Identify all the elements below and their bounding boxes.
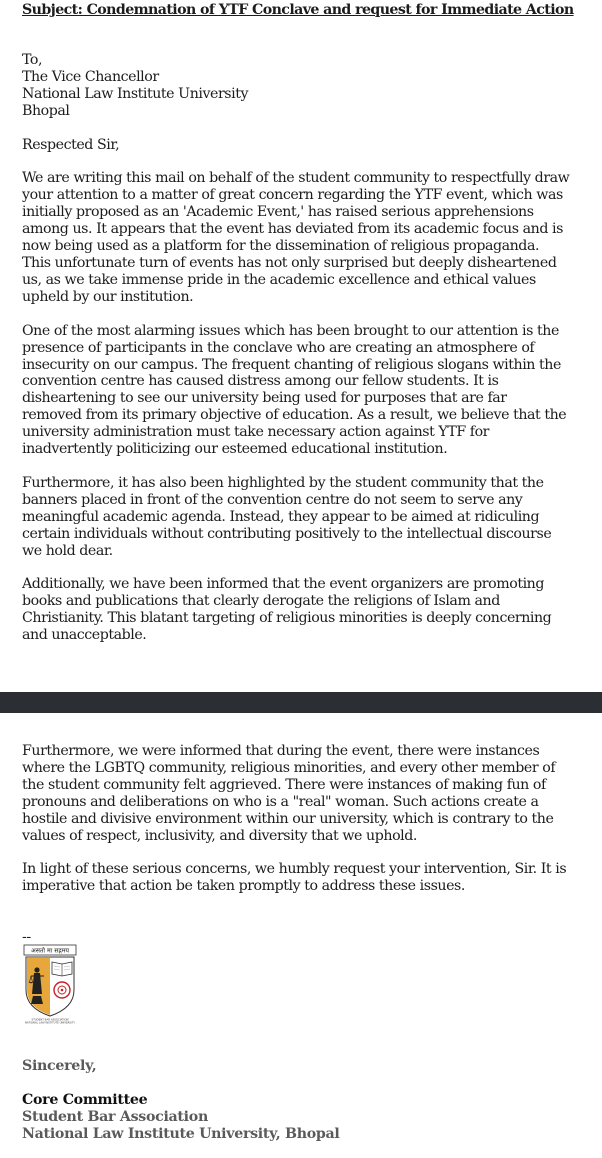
address-line: The Vice Chancellor xyxy=(22,68,159,85)
address-line: To, xyxy=(22,51,43,68)
body-paragraph: One of the most alarming issues which has been brought to our attention is the presence of participants in the conclave who are creating an atmosphere of insecurity on our campus. The frequent chanting of religious slogans within the convention centre has caused distress among our fellow students. It is disheartening to see our university being used for purposes that are far removed from its primary objective of education. As a result, we believe that the university administration must take necessary action against YTF for inadvertently politicizing our esteemed educational institution. xyxy=(22,322,567,458)
subject-line: Subject: Condemnation of YTF Conclave and request for Immediate Action xyxy=(22,2,574,18)
page-break-bar xyxy=(0,692,602,713)
salutation: Respected Sir, xyxy=(22,136,120,153)
logo-footer-line2: NATIONAL LAW INSTITUTE UNIVERSITY xyxy=(24,1021,76,1024)
body-paragraph: In light of these serious concerns, we humbly request your intervention, Sir. It is imperative that action be taken promptly to address these issues. xyxy=(22,861,567,895)
letter-page-1 xyxy=(22,2,574,644)
closing-university: National Law Institute University, Bhopal xyxy=(22,1125,340,1142)
logo-footer-line1: STUDENT BAR ASSOCIATION xyxy=(31,1018,69,1022)
recipient-address xyxy=(22,52,570,120)
body-paragraph: Additionally, we have been informed that the event organizers are promoting books and publications that clearly derogate the religions of Islam and Christianity. This blatant targeting of religious minorities is deeply concerning and unacceptable. xyxy=(22,576,552,644)
closing-sincerely: Sincerely, xyxy=(22,1058,97,1074)
body-paragraph: We are writing this mail on behalf of the student community to respectfully draw your attention to a matter of great concern regarding the YTF event, which was initially proposed as an 'Academic Event,' has raised serious apprehensions among us. It appears that the event has deviated from its academic focus and is now being used as a platform for the dissemination of religious propaganda. This unfortunate turn of events has not only surprised but deeply disheartened us, as we take immense pride in the academic excellence and ethical values upheld by our institution. xyxy=(22,170,570,305)
closing-association: Student Bar Association xyxy=(22,1108,208,1125)
sba-crest-icon xyxy=(22,944,80,1024)
letter-page-2 xyxy=(22,743,570,946)
address-line: Bhopal xyxy=(22,102,70,119)
address-line: National Law Institute University xyxy=(22,85,249,102)
signature-block xyxy=(22,1058,339,1143)
sba-logo xyxy=(22,944,80,1024)
body-paragraph: Furthermore, we were informed that during the event, there were instances where the LGBTQ community, religious minorities, and every other member of the student community felt aggrieved. There were instances of making fun of pronouns and deliberations on who is a "real" woman. Such actions create a hostile and divisive environment within our university, which is contrary to the values of respect, inclusivity, and diversity that we uphold. xyxy=(22,743,556,844)
body-paragraph: Furthermore, it has also been highlighted by the student community that the banners placed in front of the convention centre do not seem to serve any meaningful academic agenda. Instead, they appear to be aimed at ridiculing certain individuals without contributing positively to the intellectual discourse we hold dear. xyxy=(22,474,552,559)
signature-separator: -- xyxy=(22,929,31,946)
closing-committee: Core Committee xyxy=(22,1091,148,1108)
logo-motto: असतो मा सद्गमय xyxy=(30,947,70,955)
